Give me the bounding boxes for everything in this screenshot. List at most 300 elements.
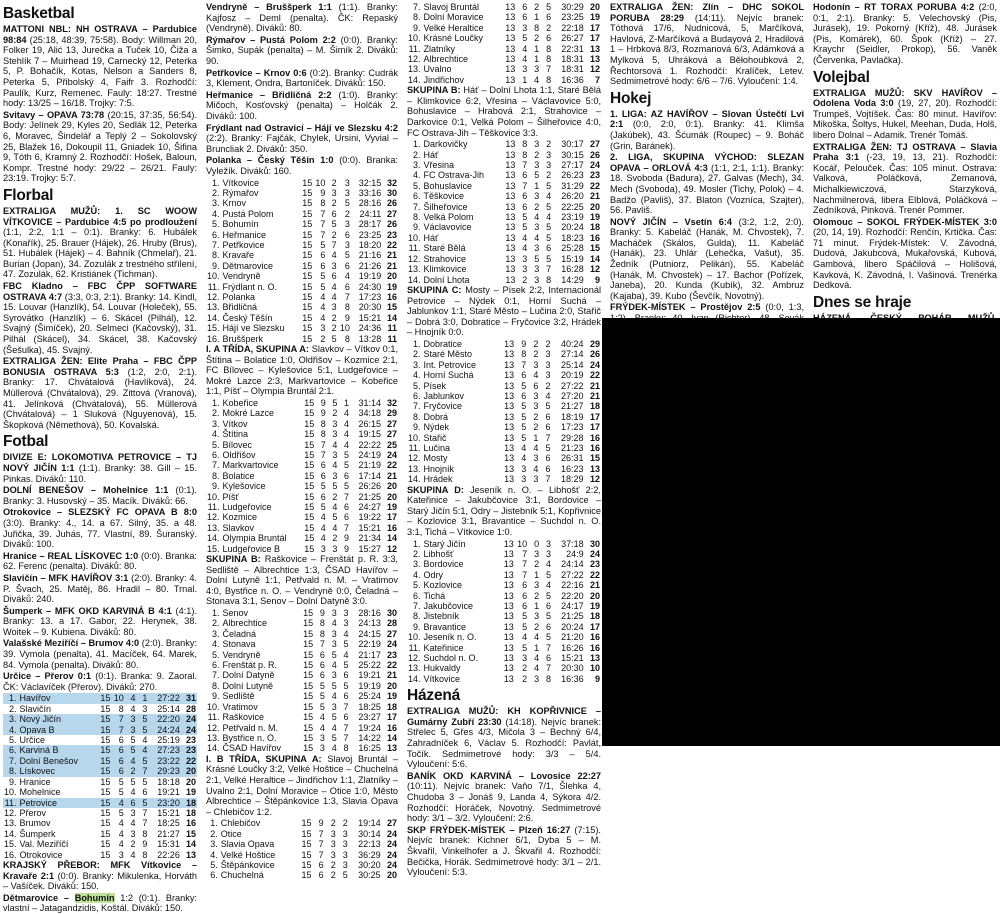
table-cell: 16:26	[561, 642, 584, 653]
table-cell: 9	[521, 338, 527, 349]
table-row	[407, 170, 601, 180]
table-cell: 6.	[212, 229, 220, 240]
table-cell: Petřvald n. M.	[222, 722, 279, 733]
table-cell: 10	[589, 663, 600, 674]
table-row	[3, 777, 197, 787]
table-cell: 15	[303, 639, 314, 650]
table-cell: 5	[546, 590, 552, 601]
table-row	[206, 523, 398, 533]
table-cell: 4	[522, 54, 528, 65]
table-cell: Dolní Benešov	[19, 756, 98, 766]
table-cell: 7.	[212, 460, 220, 471]
table-cell: 4	[320, 291, 326, 302]
table-row	[3, 725, 197, 735]
table-cell: 21:27	[157, 828, 180, 839]
table-cell: 13	[505, 253, 516, 264]
table-cell: 12	[386, 543, 397, 554]
table-cell: 5	[118, 807, 124, 818]
table-cell: 5	[343, 660, 349, 671]
table-cell: 4	[521, 453, 527, 464]
table-cell: 2	[522, 673, 528, 684]
table-cell: Strahovice	[423, 253, 467, 264]
table-cell: 15:31	[157, 839, 180, 850]
table-cell: 15	[304, 522, 315, 533]
table-cell: 2	[332, 533, 338, 544]
table-cell: 2	[332, 408, 338, 419]
table-cell: Chuchelná	[220, 870, 264, 881]
table-cell: 13	[185, 849, 196, 860]
table-cell: 13.	[207, 732, 220, 743]
table-cell: 18:29	[561, 474, 584, 485]
table-cell: 27:22	[561, 380, 584, 391]
table-cell: 18	[589, 222, 600, 233]
table-cell: 1	[343, 397, 349, 408]
table-cell: 4	[118, 818, 124, 829]
table-cell: Fryčovice	[423, 401, 463, 412]
table-cell: 15	[303, 608, 314, 619]
table-cell: 19	[589, 600, 600, 611]
table-cell: 15	[302, 271, 313, 282]
table-cell: Lučina	[423, 442, 451, 453]
table-cell: 9.	[212, 691, 220, 702]
table-cell: Rýmařov	[222, 187, 259, 198]
table-cell: 15	[100, 828, 111, 839]
table-cell: 6	[522, 2, 528, 12]
table-row	[407, 23, 601, 33]
table-cell: 1	[534, 569, 540, 580]
table-cell: 3	[331, 302, 337, 313]
table-cell: 3	[320, 323, 326, 334]
table-cell: Suchdol n. O.	[423, 653, 479, 663]
table-row	[206, 398, 398, 408]
table-cell: 15	[100, 807, 111, 818]
table-cell: 6	[522, 590, 528, 601]
table-cell: 32	[386, 397, 397, 408]
table-cell: 3	[522, 253, 528, 264]
table-cell: 15	[302, 250, 313, 261]
table-cell: 27:14	[561, 349, 584, 360]
table-row	[206, 219, 398, 229]
table-cell: 25:24	[358, 691, 381, 702]
table-cell: 5	[546, 222, 552, 233]
table-cell: Libhošť	[423, 548, 454, 559]
table-cell: 27	[589, 139, 600, 150]
table-cell: 21:23	[561, 442, 584, 453]
table-row	[206, 429, 398, 439]
table-cell: 7	[318, 839, 324, 850]
article-paragraph: EXTRALIGA MUŽŮ: 1. SC WOOW VÍTKOVICE – Pardubice 4:5 po prodloužení (1:1, 2:2, 1:1 – 0:1). Branky: 6. Hubálek (Konařík), 25. Brauer (Hájek), 26. Hruby (Brus), 51. Hubálek (Hájek) – 4. Bahník (Chmelař), 21. Burian (Jopan), 34. Zozulák z trestného střílení, 47. Zozulák, 62. Kristiánek (Tichman).	[3, 205, 197, 280]
table-cell: 3.	[3, 714, 19, 724]
table-cell: 6	[343, 712, 349, 723]
table-row	[3, 756, 197, 766]
table-cell: Mosty	[423, 453, 448, 464]
table-row	[206, 639, 398, 649]
table-cell: 13	[503, 673, 514, 684]
table-cell: 24:11	[359, 208, 382, 219]
table-row	[206, 681, 398, 691]
table-row	[407, 349, 601, 359]
table-cell: 19	[386, 281, 397, 292]
table-cell: 13	[505, 160, 516, 171]
table-cell: Frýdlant n. O.	[222, 281, 278, 292]
table-cell: 2.	[413, 149, 421, 160]
table-cell: 9.	[413, 222, 421, 233]
table-cell: 2	[534, 149, 540, 160]
table-cell: 15	[302, 219, 313, 230]
table-cell: 4	[320, 533, 326, 544]
table-cell: 30:25	[358, 870, 381, 881]
table-cell: 16:23	[561, 463, 584, 474]
table-cell: 5	[332, 481, 338, 492]
table-cell: 3	[343, 618, 349, 629]
table-cell: 5	[130, 776, 136, 787]
table-row	[206, 650, 398, 660]
table-cell: 8	[534, 22, 540, 33]
table-cell: 15	[303, 670, 314, 681]
table-cell: 18:25	[157, 818, 180, 829]
section-heading-dnes-se-hraje: Dnes se hraje	[813, 293, 912, 311]
table-cell: Bolatice	[222, 470, 255, 481]
table-cell: 7.	[413, 600, 421, 611]
table-cell: 27:17	[561, 160, 584, 171]
table-cell: 30	[589, 538, 600, 549]
table-cell: 10	[517, 538, 528, 549]
table-cell: Senov	[222, 608, 249, 619]
table-cell: 13	[503, 590, 514, 601]
table-row	[407, 653, 601, 663]
table-cell: 8	[142, 828, 148, 839]
table-row	[206, 818, 398, 828]
table-cell: 3	[534, 64, 540, 75]
table-cell: Hnojník	[423, 463, 455, 474]
table-cell: 20	[589, 201, 600, 212]
table-cell: 13	[505, 64, 516, 75]
table-cell: 22	[589, 569, 600, 580]
table-row	[206, 670, 398, 680]
table-cell: 5	[319, 701, 325, 712]
table-cell: 13	[505, 54, 516, 65]
table-row	[3, 839, 197, 849]
table-cell: 15:21	[358, 522, 381, 533]
table-cell: 15	[98, 745, 111, 755]
table-cell: 15	[185, 828, 196, 839]
table-cell: 15	[303, 712, 314, 723]
table-cell: Starý Jičín	[423, 538, 466, 549]
table-cell: 15	[301, 828, 312, 839]
table-cell: 18:19	[561, 411, 584, 422]
table-cell: 2	[330, 870, 336, 881]
table-cell: 10.	[207, 701, 220, 712]
table-cell: 3	[142, 703, 148, 714]
table-cell: 30:17	[561, 139, 584, 150]
table-cell: 4	[332, 460, 338, 471]
table-cell: 3	[130, 828, 136, 839]
table-cell: 17:23	[561, 422, 584, 433]
table-row	[407, 64, 601, 74]
table-cell: 3	[546, 538, 552, 549]
article-paragraph: Olomouc – SOKOL FRÝDEK-MÍSTEK 3:0 (20, 14, 19). Rozhodčí: Renčín, Krtička. Čas: 71 minut. Frýdek-Místek: V. Závodná, Dudová, Jakubcová, Mukařovská, Kubová, Gambová, libero Spáčilová – Holišová, Kavková, K. Závodná, I. Vašinová. Trenérka Dedková.	[813, 216, 997, 291]
table-row	[206, 209, 398, 219]
table-cell: 4	[343, 439, 349, 450]
table-cell: 34:18	[358, 408, 381, 419]
table-cell: 0	[534, 538, 540, 549]
table-cell: 14.	[4, 828, 17, 839]
table-cell: 30:29	[561, 2, 584, 12]
table-cell: Nýdek	[423, 422, 450, 433]
table-cell: 13	[505, 22, 516, 33]
table-cell: Odry	[423, 569, 444, 580]
article-paragraph: Vendryně – Bruššperk 1:1 (1:1). Branky: Kajfosz – Deml (penalta). ČK: Repaský (Vendryně). Diváků: 80.	[206, 2, 398, 34]
table-cell: Val. Meziříčí	[19, 839, 69, 850]
table-cell: 15	[302, 312, 313, 323]
table-cell: 15	[304, 502, 315, 513]
table-cell: 11.	[207, 712, 220, 723]
table-cell: 13	[505, 149, 516, 160]
table-cell: 13	[504, 442, 515, 453]
table-row	[407, 381, 601, 391]
table-cell: Velká Polom	[423, 212, 474, 223]
table-cell: 7	[319, 639, 325, 650]
table-cell: 8	[546, 274, 552, 285]
table-cell: 4	[319, 712, 325, 723]
table-cell: 15	[100, 787, 111, 798]
table-cell: Hukvaldy	[423, 663, 461, 674]
table-cell: 3	[545, 359, 551, 370]
table-cell: 22	[181, 756, 197, 766]
table-cell: 2.	[212, 618, 220, 629]
table-cell: Břidličná	[222, 302, 258, 313]
article-paragraph: SKUPINA B: Raškovice – Frenštát p. R. 3:3, Sedliště – Albrechtice 1:3, ČSAD Havířov – Dolní Lutyně 1:1, Petřvald n. M. – Vratimov 4:0, Bystřice n. O. – Vendryně 0:0, Čeladná – Stonava 3:1, Senov – Dolní Datyně 3:0.	[206, 554, 398, 607]
table-cell: Bruššperk	[222, 333, 264, 344]
table-cell: 9	[142, 839, 148, 850]
table-cell: Slavia Opava	[220, 839, 275, 850]
table-cell: 17	[589, 422, 600, 433]
table-cell: 5	[137, 725, 149, 735]
table-row	[407, 222, 601, 232]
table-cell: 22:18	[561, 22, 584, 33]
table-cell: 3	[533, 474, 539, 485]
table-cell: 23:27	[358, 712, 381, 723]
table-cell: 16	[185, 818, 196, 829]
table-cell: 15	[303, 628, 314, 639]
table-row	[206, 502, 398, 512]
table-cell: 20:19	[561, 370, 584, 381]
table-cell: Dětmarovice	[222, 260, 274, 271]
table-cell: 3	[546, 149, 552, 160]
table-cell: 13	[505, 212, 516, 223]
table-cell: 22:20	[561, 590, 584, 601]
table-cell: 3	[330, 839, 336, 850]
table-cell: Háť	[423, 232, 439, 243]
table-cell: 13	[504, 370, 515, 381]
table-cell: 15	[304, 543, 315, 554]
table-cell: 13	[503, 653, 514, 663]
article-paragraph: Valašské Meziříčí – Brumov 4:0 (2:0). Branky: 39. Vymola (penalta), 41. Macíček, 64. Marek, 84. Vymola (penalta). Diváků: 80.	[3, 638, 197, 670]
table-cell: 3	[320, 543, 326, 554]
table-cell: 4	[522, 632, 528, 643]
table-cell: 16	[386, 291, 397, 302]
table-cell: 15.	[207, 543, 220, 554]
table-cell: 27	[386, 628, 397, 639]
section-heading-hazena: Házená	[407, 687, 461, 705]
table-cell: 4	[331, 660, 337, 671]
table-cell: 5	[142, 776, 148, 787]
table-cell: 26:20	[561, 191, 584, 202]
table-cell: 1	[534, 54, 540, 65]
table-cell: 5	[118, 787, 124, 798]
table-cell: 5	[522, 33, 528, 44]
table-cell: 13	[505, 43, 516, 54]
table-cell: 3	[342, 849, 348, 860]
article-paragraph: 1. LIGA: AZ HAVÍŘOV – Slovan Ústečtí Lvi 2:1 (0:0, 2:0, 0:1). Branky: 41. Klimša (Jakúbek), 43. Šćumák (Roupec) – 9. Boháč (Grin, Baránek).	[610, 108, 804, 151]
table-row	[206, 178, 398, 188]
table-cell: 4	[125, 756, 137, 766]
table-cell: 24:14	[561, 559, 584, 570]
table-cell: 6	[522, 600, 528, 611]
table-cell: 5	[546, 232, 552, 243]
table-cell: 13	[503, 569, 514, 580]
table-cell: 9	[320, 187, 326, 198]
table-cell: 12.	[207, 512, 220, 523]
article-paragraph: DIVIZE E: LOKOMOTIVA PETROVICE – TJ NOVÝ JIČÍN 1:1 (1:1). Branky: 38. Gill – 15. Pinkas. Diváků: 110.	[3, 452, 197, 484]
table-cell: 5	[522, 222, 528, 233]
table-cell: 3	[533, 359, 539, 370]
table-cell: 15	[98, 756, 111, 766]
table-cell: 11.	[4, 797, 17, 808]
table-cell: 3.	[413, 359, 421, 370]
table-cell: 16.	[4, 849, 17, 860]
table-cell: 6	[343, 691, 349, 702]
table-cell: 30:20	[358, 859, 381, 870]
table-cell: 13	[505, 2, 516, 12]
table-cell: 24	[386, 849, 397, 860]
table-cell: 15	[100, 735, 111, 746]
table-cell: 13	[505, 139, 516, 150]
table-cell: Albrechtice	[222, 618, 268, 629]
table-cell: 4	[331, 250, 337, 261]
table-cell: 15:19	[561, 253, 584, 264]
table-cell: 31	[181, 693, 197, 703]
table-row	[407, 412, 601, 422]
redacted-area	[602, 318, 1000, 746]
table-cell: 4	[331, 291, 337, 302]
table-row	[206, 292, 398, 302]
article-paragraph: BANÍK OKD KARVINÁ – Lovosice 22:27 (10:11). Nejvíc branek: Vaňo 7/1, Šlehka 4, Chudoba 3 – Jonáš 9, Landa 4, Sýkora 4/2. Rozhodčí: Horáček, Novotný. Sedmimetrové hody: 3/1 – 3/2. Vyloučení: 2:6.	[407, 770, 601, 824]
table-cell: 21:26	[358, 260, 382, 271]
table-cell: 10.	[207, 491, 220, 502]
table-cell: 19:15	[358, 429, 381, 440]
table-cell: 4	[118, 828, 124, 839]
table-cell: 7.	[3, 756, 19, 766]
table-cell: 15:21	[157, 807, 180, 818]
table-cell: 27	[386, 818, 397, 829]
table-cell: 15	[98, 766, 111, 776]
table-cell: Kateřinice	[423, 642, 464, 653]
table-cell: 15	[303, 743, 314, 754]
table-cell: 8	[344, 333, 350, 344]
table-cell: 12	[589, 64, 600, 75]
table-row	[206, 460, 398, 470]
table-cell: 6	[331, 208, 337, 219]
table-cell: 5	[521, 422, 527, 433]
table-cell: 2	[534, 201, 540, 212]
table-cell: 22:25	[561, 201, 584, 212]
table-cell: 13.	[408, 463, 421, 474]
table-row	[407, 643, 601, 653]
table-cell: 13	[505, 264, 516, 275]
table-cell: 19:21	[358, 670, 381, 681]
table-cell: 6	[344, 229, 350, 240]
table-cell: 23	[185, 735, 196, 746]
table-row	[407, 139, 601, 149]
table-cell: 16	[386, 722, 397, 733]
table-cell: 18:31	[561, 64, 584, 75]
table-cell: 5	[137, 798, 149, 808]
table-cell: 3	[331, 670, 337, 681]
table-cell: 9.	[413, 22, 421, 33]
table-cell: 5	[343, 481, 349, 492]
table-cell: 14	[185, 839, 196, 850]
table-cell: 7	[545, 432, 551, 443]
table-cell: 11.	[207, 502, 220, 513]
table-cell: 13	[503, 580, 514, 591]
table-cell: 22	[386, 239, 397, 250]
table-row	[407, 160, 601, 170]
table-cell: 4	[320, 312, 326, 323]
table-cell: 2	[545, 338, 551, 349]
table-cell: Vítkovice	[222, 177, 260, 188]
table-row	[206, 440, 398, 450]
table-cell: 6	[319, 660, 325, 671]
table-row	[3, 798, 197, 808]
table-cell: 15	[302, 229, 313, 240]
table-cell: 15	[304, 470, 315, 481]
table-cell: 2	[331, 198, 337, 209]
table-cell: 2	[331, 312, 337, 323]
table-cell: 13	[386, 743, 397, 754]
table-cell: 15	[303, 680, 314, 691]
table-cell: 1.	[210, 818, 218, 829]
table-cell: 3	[545, 370, 551, 381]
table-cell: 8	[546, 673, 552, 684]
table-cell: 21:17	[358, 649, 381, 660]
table-cell: Bílovec	[222, 439, 253, 450]
table-cell: 2	[534, 559, 540, 570]
table-cell: 20	[589, 590, 600, 601]
table-cell: 15	[303, 660, 314, 671]
table-cell: 15	[302, 198, 313, 209]
table-cell: 19:22	[358, 512, 381, 523]
table-cell: 8	[319, 618, 325, 629]
table-cell: 28:16	[358, 608, 381, 619]
table-cell: 6	[111, 766, 124, 776]
table-cell: Jistebník	[423, 611, 460, 622]
table-cell: 2	[331, 229, 337, 240]
table-cell: 9	[319, 608, 325, 619]
table-cell: 23	[181, 745, 197, 755]
table-cell: 13	[504, 422, 515, 433]
table-cell: 14	[589, 253, 600, 264]
column-3	[404, 0, 604, 878]
table-cell: 2	[130, 839, 136, 850]
table-cell: 3	[331, 701, 337, 712]
table-cell: 13	[505, 191, 516, 202]
table-row	[3, 735, 197, 745]
table-cell: Krásné Loučky	[423, 33, 484, 44]
table-cell: Havířov	[19, 693, 98, 703]
table-cell: 15	[301, 818, 312, 829]
table-cell: 16	[589, 632, 600, 643]
